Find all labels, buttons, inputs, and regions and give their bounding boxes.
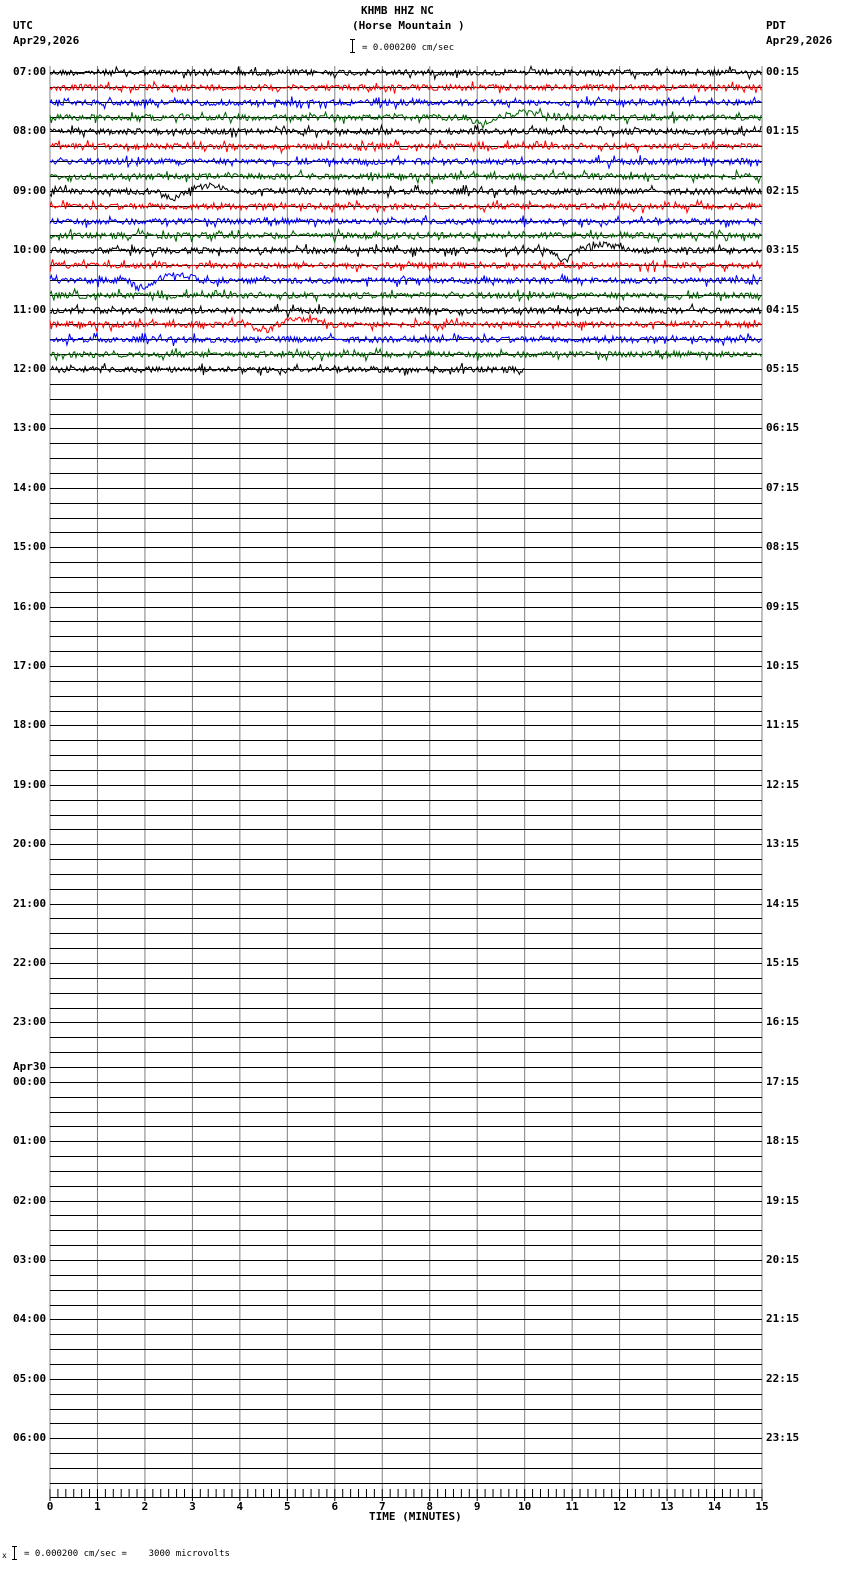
pdt-hour-label: 18:15 [766, 1134, 800, 1147]
pdt-hour-label: 09:15 [766, 600, 800, 613]
utc-hour-label: 16:00 [13, 600, 47, 613]
utc-hour-label: 19:00 [13, 778, 47, 791]
pdt-hour-label: 07:15 [766, 481, 800, 494]
pdt-hour-label: 03:15 [766, 243, 800, 256]
x-tick-label: 7 [378, 1500, 386, 1513]
x-tick-label: 1 [94, 1500, 101, 1513]
footer-scale-bar-icon [14, 1546, 15, 1560]
pdt-hour-label: 23:15 [766, 1431, 800, 1444]
utc-hour-label: 14:00 [13, 481, 47, 494]
x-axis-label: TIME (MINUTES) [369, 1510, 462, 1523]
pdt-hour-label: 05:15 [766, 362, 800, 375]
pdt-hour-label: 01:15 [766, 124, 800, 137]
x-tick-label: 6 [331, 1500, 339, 1513]
left-date: Apr29,2026 [13, 34, 80, 47]
x-tick-label: 14 [707, 1500, 722, 1513]
x-tick-label: 10 [518, 1500, 532, 1513]
seismic-trace [50, 242, 761, 263]
pdt-hour-label: 04:15 [766, 303, 800, 316]
x-tick-label: 4 [236, 1500, 244, 1513]
pdt-hour-label: 06:15 [766, 421, 800, 434]
pdt-hour-label: 19:15 [766, 1194, 800, 1207]
utc-hour-label: 21:00 [13, 897, 47, 910]
pdt-hour-label: 08:15 [766, 540, 800, 553]
seismic-trace [50, 125, 761, 138]
x-tick-label: 2 [141, 1500, 149, 1513]
pdt-hour-label: 02:15 [766, 184, 800, 197]
station-title: KHMB HHZ NC [361, 4, 434, 17]
station-location: (Horse Mountain ) [352, 19, 465, 32]
utc-hour-label: 02:00 [13, 1194, 47, 1207]
utc-hour-label: 13:00 [13, 421, 47, 434]
x-tick-label: 15 [755, 1500, 769, 1513]
utc-hour-label: 22:00 [13, 956, 47, 969]
pdt-hour-label: 17:15 [766, 1075, 800, 1088]
pdt-hour-label: 20:15 [766, 1253, 800, 1266]
pdt-hour-label: 15:15 [766, 956, 800, 969]
utc-hour-label: 01:00 [13, 1134, 47, 1147]
pdt-hour-label: 10:15 [766, 659, 800, 672]
x-tick-label: 13 [660, 1500, 674, 1513]
utc-hour-label: 20:00 [13, 837, 47, 850]
utc-hour-label: 18:00 [13, 718, 47, 731]
utc-hour-label: 05:00 [13, 1372, 47, 1385]
pdt-hour-label: 12:15 [766, 778, 800, 791]
x-tick-label: 11 [565, 1500, 579, 1513]
seismic-trace [50, 272, 761, 291]
utc-hour-label: 12:00 [13, 362, 47, 375]
utc-hour-label: 11:00 [13, 303, 47, 316]
date-change-label: Apr30 [13, 1060, 47, 1073]
footer-scale-prefix: x [2, 1551, 7, 1560]
utc-hour-label: 06:00 [13, 1431, 47, 1444]
utc-hour-label: 09:00 [13, 184, 47, 197]
utc-hour-label: 15:00 [13, 540, 47, 553]
x-tick-label: 9 [473, 1500, 481, 1513]
pdt-hour-label: 21:15 [766, 1312, 800, 1325]
scale-text: = 0.000200 cm/sec [362, 43, 455, 53]
x-tick-label: 5 [284, 1500, 291, 1513]
footer-scale-text: = 0.000200 cm/sec = 3000 microvolts [24, 1549, 230, 1559]
utc-hour-label: 23:00 [13, 1015, 47, 1028]
x-tick-label: 12 [612, 1500, 627, 1513]
pdt-hour-label: 11:15 [766, 718, 800, 731]
right-timezone: PDT [766, 19, 786, 32]
utc-hour-label: 03:00 [13, 1253, 47, 1266]
utc-hour-label: 00:00 [13, 1075, 47, 1088]
right-date: Apr29,2026 [766, 34, 833, 47]
pdt-hour-label: 14:15 [766, 897, 800, 910]
utc-hour-label: 08:00 [13, 124, 47, 137]
pdt-hour-label: 00:15 [766, 65, 800, 78]
left-timezone: UTC [13, 19, 33, 32]
seismic-trace [50, 315, 761, 333]
utc-hour-label: 10:00 [13, 243, 47, 256]
utc-hour-label: 04:00 [13, 1312, 47, 1325]
x-tick-label: 8 [426, 1500, 434, 1513]
utc-hour-label: 17:00 [13, 659, 47, 672]
x-tick-label: 0 [46, 1500, 54, 1513]
utc-hour-label: 07:00 [13, 65, 47, 78]
pdt-hour-label: 13:15 [766, 837, 800, 850]
x-tick-label: 3 [189, 1500, 196, 1513]
pdt-hour-label: 16:15 [766, 1015, 800, 1028]
seismic-trace [50, 109, 761, 129]
pdt-hour-label: 22:15 [766, 1372, 800, 1385]
